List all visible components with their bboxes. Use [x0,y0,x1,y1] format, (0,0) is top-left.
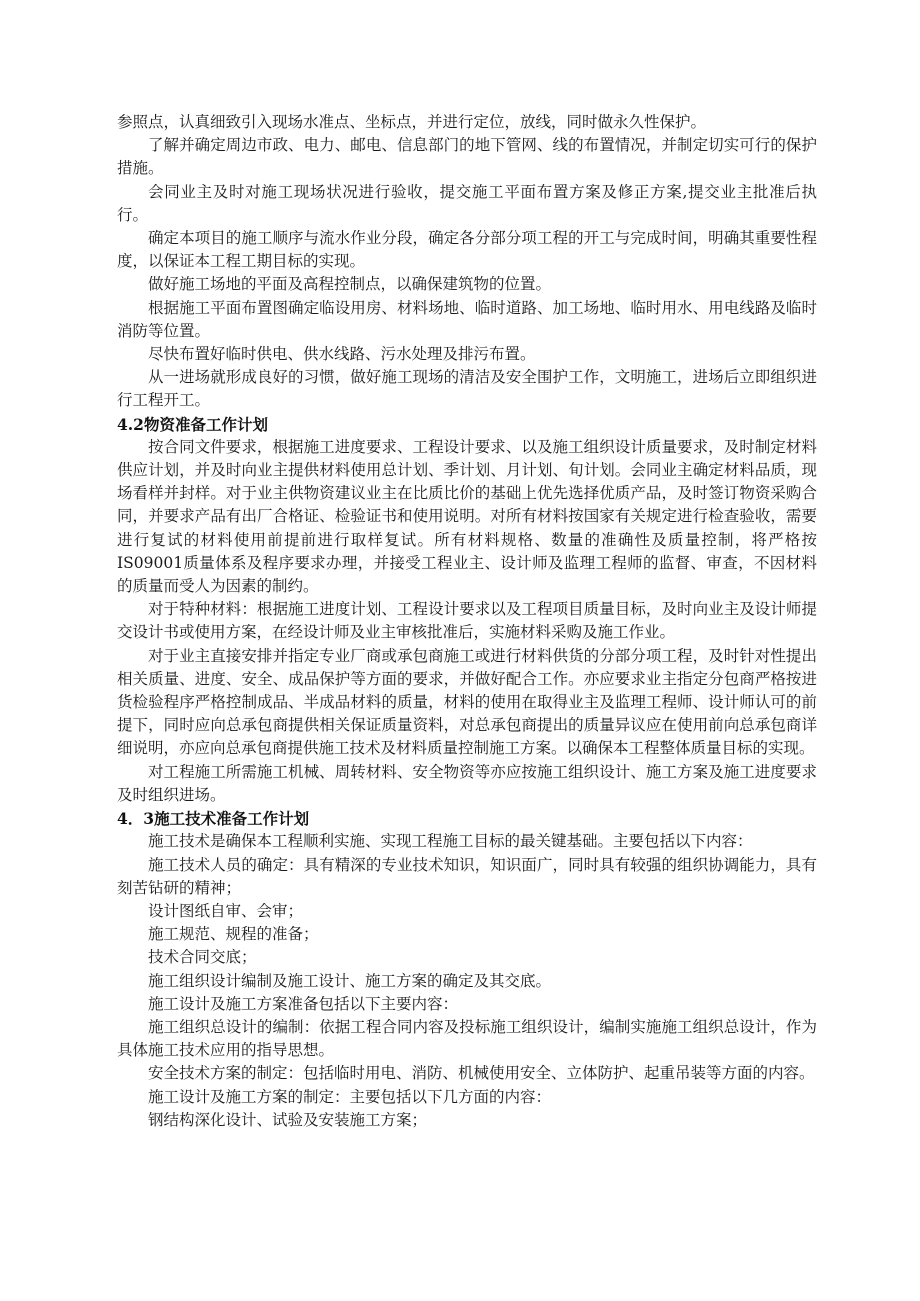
paragraph-acceptance: 会同业主及时对施工现场状况进行验收，提交施工平面布置方案及修正方案,提交业主批准后执行。 [117,182,817,224]
paragraph-general-design: 施工组织总设计的编制：依据工程合同内容及投标施工组织设计，编制实施施工组织总设计，作为具体施工技术应用的指导思想。 [117,1017,817,1060]
paragraph-safety-plan: 安全技术方案的制定：包括临时用电、消防、机械使用安全、立体防护、起重吊装等方面的内容。 [148,1064,815,1083]
paragraph-utilities: 尽快布置好临时供电、供水线路、污水处理及排污布置。 [148,345,536,364]
list-item-steel: 钢结构深化设计、试验及安装施工方案； [148,1110,428,1129]
paragraph-control-points: 做好施工场地的平面及高程控制点，以确保建筑物的位置。 [148,275,552,294]
paragraph-tech-staff: 施工技术人员的确定：具有精深的专业技术知识，知识面广，同时具有较强的组织协调能力，具有刻苦钻研的精神； [117,855,817,897]
list-item-drawings: 设计图纸自审、会审； [148,901,304,920]
list-item-contract: 技术合同交底； [148,948,257,967]
paragraph-materials: 按合同文件要求，根据施工进度要求、工程设计要求、以及施工组织设计质量要求，及时制定材料供应计划，并及时向业主提供材料使用总计划、季计划、月计划、旬计划。会同业主确定材料品质，现场看样并封样。对于业主供物资建议业主在比质比价的基础上优先选择优质产品，及时签订物资采购合同，并要求产品有出厂合格证、检验证书和使用说明。对所有材料按国家有关规定进行检查验收，需要进行复试的材料使用前提前进行取样复试。所有材料规格、数量的准确性及质量控制，将严格按IS09001质量体系及程序要求办理，并接受工程业主、设计师及监理工程师的监督、审查，不因材料的质量而受人为因素的制约。 [117,437,817,596]
section-heading-4-2: 4.2物资准备工作计划 [117,414,268,434]
list-item-codes: 施工规范、规程的准备； [148,925,319,944]
paragraph-sequence: 确定本项目的施工顺序与流水作业分段，确定各分部分项工程的开工与完成时间，明确其重要性程度，以保证本工程工期目标的实现。 [117,229,817,271]
paragraph-scheme: 施工设计及施工方案的制定：主要包括以下几方面的内容： [148,1087,552,1106]
paragraph-tech-basis: 施工技术是确保本工程顺利实施、实现工程施工目标的最关键基础。主要包括以下内容： [148,832,753,851]
section-heading-4-3: 4．3施工技术准备工作计划 [117,809,310,829]
paragraph-pipes: 了解并确定周边市政、电力、邮电、信息部门的地下管网、线的布置情况，并制定切实可行的保护措施。 [117,136,817,178]
paragraph-intro: 参照点，认真细致引入现场水准点、坐标点，并进行定位，放线，同时做永久性保护。 [117,113,707,131]
paragraph-machinery: 对工程施工所需施工机械、周转材料、安全物资等亦应按施工组织设计、施工方案及施工进度要求及时组织进场。 [117,762,817,804]
paragraph-subcontract: 对于业主直接安排并指定专业厂商或承包商施工或进行材料供货的分部分项工程，及时针对性提出相关质量、进度、安全、成品保护等方面的要求，并做好配合工作。亦应要求业主指定分包商严格按进货检验程序严格控制成品、半成品材料的质量，材料的使用在取得业主及监理工程师、设计师认可的前提下，同时应向总承包商提供相关保证质量资料，对总承包商提出的质量异议应在使用前向总承包商详细说明，亦应向总承包商提供施工技术及材料质量控制施工方案。以确保本工程整体质量目标的实现。 [117,646,817,758]
list-item-org-design: 施工组织设计编制及施工设计、施工方案的确定及其交底。 [148,971,552,990]
paragraph-special-materials: 对于特种材料：根据施工进度计划、工程设计要求以及工程项目质量目标，及时向业主及设计师提交设计书或使用方案，在经设计师及业主审核批准后，实施材料采购及施工作业。 [117,600,817,642]
paragraph-design-prep: 施工设计及施工方案准备包括以下主要内容： [148,994,459,1013]
document-body [117,111,817,1132]
paragraph-layout: 根据施工平面布置图确定临设用房、材料场地、临时道路、加工场地、临时用水、用电线路及临时消防等位置。 [117,298,817,340]
paragraph-habits: 从一进场就形成良好的习惯，做好施工现场的清洁及安全围护工作，文明施工，进场后立即组织进行工程开工。 [117,368,817,410]
